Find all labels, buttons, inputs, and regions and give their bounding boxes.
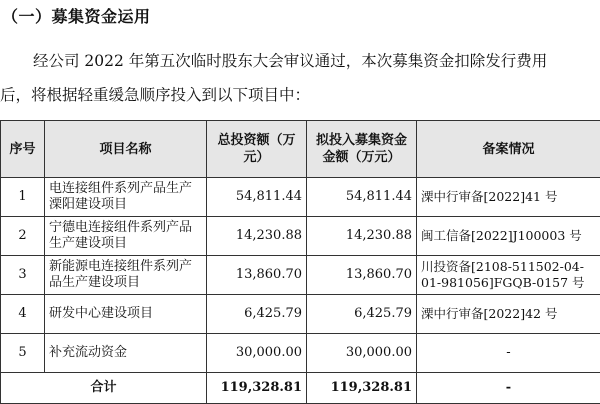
row-raised-funds: 6,425.79: [307, 295, 417, 334]
row-no: 3: [1, 256, 45, 295]
table-row: [1, 178, 600, 217]
row-total-investment: 30,000.00: [207, 334, 307, 373]
intro-paragraph: [0, 44, 600, 112]
row-raised-funds: 54,811.44: [307, 178, 417, 217]
header-raised-funds: 拟投入募集资金金额（万元）: [307, 121, 417, 178]
row-no: 5: [1, 334, 45, 373]
row-no: 2: [1, 217, 45, 256]
row-raised-funds: 13,860.70: [307, 256, 417, 295]
table-row: [1, 334, 600, 373]
row-total-investment: 14,230.88: [207, 217, 307, 256]
fund-usage-table: [0, 120, 600, 404]
total-label: 合计: [1, 373, 207, 404]
row-record-status: 川投资备[2108-511502-04-01-981056]FGQB-0157 号: [417, 256, 600, 295]
row-record-status: 溧中行审备[2022]41 号: [417, 178, 600, 217]
row-raised-funds: 30,000.00: [307, 334, 417, 373]
row-record-status: -: [417, 334, 600, 373]
total-row: [1, 373, 600, 404]
paragraph-line-1: 经公司 2022 年第五次临时股东大会审议通过，本次募集资金扣除发行费用: [0, 44, 600, 78]
row-no: 4: [1, 295, 45, 334]
row-record-status: 闽工信备[2022]J100003 号: [417, 217, 600, 256]
header-record-status: 备案情况: [417, 121, 600, 178]
table-header-row: [1, 121, 600, 178]
row-record-status: 溧中行审备[2022]42 号: [417, 295, 600, 334]
table-row: [1, 295, 600, 334]
total-investment-sum: 119,328.81: [207, 373, 307, 404]
total-record-status: -: [417, 373, 600, 404]
paragraph-line-2: 后，将根据轻重缓急顺序投入到以下项目中：: [0, 78, 600, 112]
section-title: （一）募集资金运用: [2, 4, 151, 27]
row-project-name: 新能源电连接组件系列产品生产建设项目: [45, 256, 207, 295]
total-raised-funds-sum: 119,328.81: [307, 373, 417, 404]
header-project-name: 项目名称: [45, 121, 207, 178]
row-total-investment: 13,860.70: [207, 256, 307, 295]
row-total-investment: 6,425.79: [207, 295, 307, 334]
row-no: 1: [1, 178, 45, 217]
table-row: [1, 256, 600, 295]
row-project-name: 补充流动资金: [45, 334, 207, 373]
row-project-name: 宁德电连接组件系列产品生产建设项目: [45, 217, 207, 256]
header-no: 序号: [1, 121, 45, 178]
header-total-investment: 总投资额（万元）: [207, 121, 307, 178]
row-total-investment: 54,811.44: [207, 178, 307, 217]
row-project-name: 研发中心建设项目: [45, 295, 207, 334]
row-raised-funds: 14,230.88: [307, 217, 417, 256]
table-row: [1, 217, 600, 256]
row-project-name: 电连接组件系列产品生产溧阳建设项目: [45, 178, 207, 217]
